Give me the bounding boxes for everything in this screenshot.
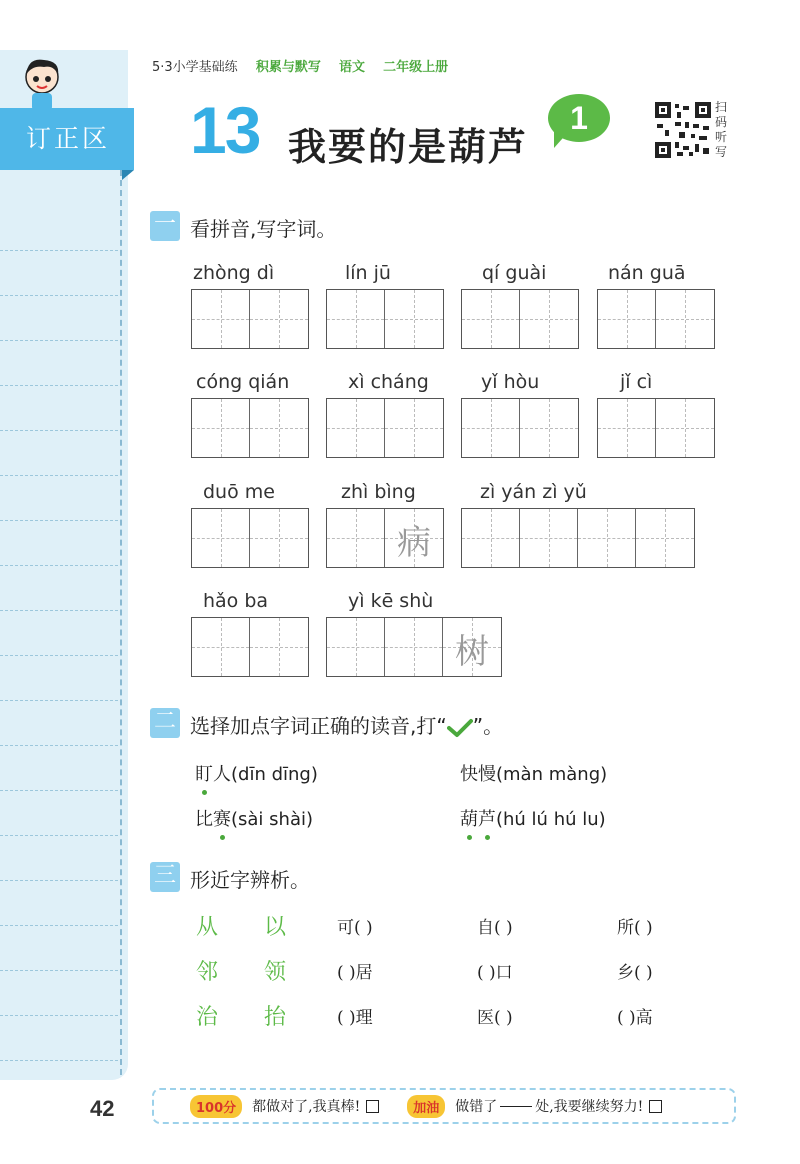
lesson-part-badge: 1 (548, 94, 610, 142)
prefilled-character: 病 (397, 523, 431, 563)
pinyin-label: zì yán zì yǔ (480, 481, 587, 503)
cheer-badge: 加油 (407, 1095, 445, 1118)
sidebar-dashed-edge (120, 170, 122, 1075)
mascot-boy-icon (18, 55, 66, 115)
ruled-line (0, 880, 118, 881)
ruled-line (0, 520, 118, 521)
pinyin-label: jǐ cì (620, 371, 653, 393)
ruled-line (0, 610, 118, 611)
fill-blank[interactable]: 自( ) (477, 918, 513, 938)
ruled-line (0, 340, 118, 341)
fill-blank[interactable]: 乡( ) (617, 963, 653, 983)
section-2-title-end: ”。 (472, 714, 504, 738)
similar-character: 以 (264, 915, 287, 940)
fill-blank[interactable]: 医( ) (477, 1008, 513, 1028)
pinyin-label: xì cháng (348, 371, 429, 393)
writing-grid[interactable] (191, 508, 309, 568)
ruled-line (0, 700, 118, 701)
ruled-line (0, 385, 118, 386)
pinyin-label: qí guài (482, 262, 547, 284)
fill-blank[interactable]: 所( ) (617, 918, 653, 938)
ruled-line (0, 790, 118, 791)
all-correct-text: 都做对了,我真棒! (252, 1099, 361, 1115)
reading-item (460, 805, 606, 831)
fill-blank[interactable]: ( )理 (337, 1008, 373, 1028)
fill-blank[interactable]: ( )居 (337, 963, 373, 983)
qr-label: 扫码听写 (715, 100, 728, 159)
grade: 二年级上册 (383, 60, 449, 75)
pinyin-label: hǎo ba (203, 590, 269, 612)
book-header (152, 56, 462, 75)
score-badge: 100分 (190, 1095, 242, 1118)
writing-grid[interactable] (597, 289, 715, 349)
fill-blank[interactable]: 可( ) (337, 918, 373, 938)
similar-character: 领 (264, 960, 287, 985)
correction-sidebar (0, 50, 128, 1080)
dotted-character: 葫 (460, 809, 478, 830)
ruled-line (0, 1060, 118, 1061)
ruled-line (0, 250, 118, 251)
ruled-line (0, 925, 118, 926)
all-correct-checkbox[interactable] (366, 1100, 379, 1113)
ruled-line (0, 655, 118, 656)
pinyin-label: lín jū (345, 262, 391, 284)
reading-item (195, 805, 313, 831)
pinyin-label: zhòng dì (193, 262, 275, 284)
pinyin-label: yì kē shù (348, 590, 434, 612)
ruled-line (0, 475, 118, 476)
writing-grid[interactable] (326, 398, 444, 458)
section-3-badge: 三 (150, 862, 180, 892)
ruled-line (0, 970, 118, 971)
section-1-title: 看拼音,写字词。 (190, 217, 337, 241)
dotted-character: 盯 (195, 764, 213, 785)
writing-grid[interactable] (326, 508, 444, 568)
fill-blank[interactable]: ( )口 (477, 963, 513, 983)
writing-grid[interactable] (461, 398, 579, 458)
reading-options[interactable]: (sài shài) (231, 809, 313, 830)
section-1-badge: 一 (150, 211, 180, 241)
page-number: 42 (90, 1096, 115, 1121)
ruled-line (0, 835, 118, 836)
dotted-character: 赛 (213, 809, 231, 830)
ruled-line (0, 430, 118, 431)
section-2-title (190, 710, 503, 739)
fill-blank[interactable]: ( )高 (617, 1008, 653, 1028)
similar-character: 从 (196, 915, 219, 940)
ruled-line (0, 745, 118, 746)
writing-grid[interactable] (326, 289, 444, 349)
bubble-tail (554, 130, 570, 148)
prefilled-character: 树 (455, 632, 489, 672)
ruled-line (0, 1015, 118, 1016)
dotted-character: 芦 (478, 809, 496, 830)
mistakes-checkbox[interactable] (649, 1100, 662, 1113)
mistakes-text-after: 处,我要继续努力! (535, 1099, 644, 1115)
writing-grid[interactable] (191, 617, 309, 677)
similar-character: 治 (196, 1005, 219, 1030)
character: 慢 (478, 764, 496, 785)
checkmark-icon (447, 718, 473, 738)
correction-tab: 订正区 (0, 108, 134, 170)
tab-fold (122, 170, 134, 180)
similar-character: 邻 (196, 960, 219, 985)
reading-item (195, 760, 318, 786)
character: 比 (195, 809, 213, 830)
ruled-line (0, 295, 118, 296)
subject: 语文 (338, 60, 365, 75)
self-check-footer (152, 1088, 736, 1124)
mistake-count-blank[interactable] (500, 1106, 532, 1107)
character: 快 (460, 764, 478, 785)
pinyin-label: cóng qián (196, 371, 290, 393)
character: 人 (213, 764, 231, 785)
writing-grid[interactable] (461, 508, 695, 568)
ruled-line (0, 565, 118, 566)
writing-grid[interactable] (597, 398, 715, 458)
section-2-title-text: 选择加点字词正确的读音,打“ (190, 714, 447, 738)
book-subtitle: 积累与默写 (255, 60, 321, 75)
reading-options[interactable]: (màn màng) (496, 764, 608, 785)
section-3-title: 形近字辨析。 (190, 868, 310, 892)
reading-options[interactable]: (hú lú hú lu) (496, 809, 606, 830)
mistakes-text-before: 做错了 (455, 1099, 498, 1115)
qr-code-icon[interactable] (655, 102, 711, 158)
writing-grid[interactable] (191, 398, 309, 458)
similar-character: 抬 (264, 1005, 287, 1030)
section-2-badge: 二 (150, 708, 180, 738)
pinyin-label: yǐ hòu (481, 371, 540, 393)
pinyin-label: duō me (203, 481, 275, 503)
writing-grid[interactable] (461, 289, 579, 349)
writing-grid[interactable] (191, 289, 309, 349)
writing-grid[interactable] (326, 617, 502, 677)
pinyin-label: nán guā (608, 262, 686, 284)
series-name: 5·3小学基础练 (152, 60, 238, 75)
lesson-title: 我要的是葫芦 (288, 125, 529, 169)
reading-options[interactable]: (dīn dīng) (231, 764, 318, 785)
lesson-number: 13 (190, 93, 260, 167)
pinyin-label: zhì bìng (341, 481, 416, 503)
reading-item (460, 760, 607, 786)
